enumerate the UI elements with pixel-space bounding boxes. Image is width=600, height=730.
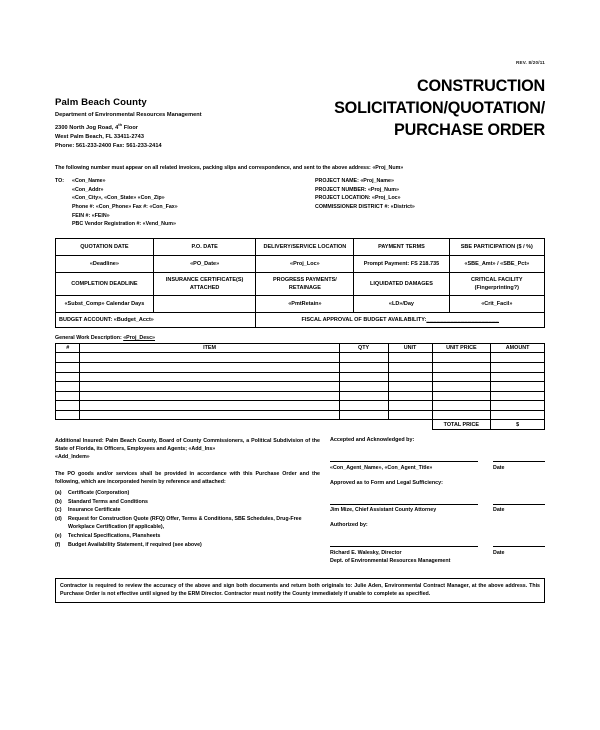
value-completion-deadline[interactable]: «Subst_Comp» Calendar Days <box>56 295 154 312</box>
recipient-block <box>55 177 305 229</box>
recipient-fein: FEIN #: «FEIN» <box>72 212 110 219</box>
total-price-label: TOTAL PRICE <box>432 420 491 430</box>
to-label: TO: <box>55 178 65 185</box>
recipient-line-1 <box>55 177 305 186</box>
cell-unit[interactable] <box>388 401 432 411</box>
cell-qty[interactable] <box>339 382 388 392</box>
value-delivery-location[interactable]: «Proj_Loc» <box>256 255 354 272</box>
cell-item[interactable] <box>80 391 339 401</box>
cell-qty[interactable] <box>339 410 388 420</box>
general-work-description <box>55 335 545 341</box>
agency-contact-line: Phone: 561-233-2400 Fax: 561-233-2414 <box>55 142 162 149</box>
items-header-unit-price: UNIT PRICE <box>432 343 491 353</box>
budget-account-cell[interactable] <box>56 312 256 327</box>
cell-item[interactable] <box>80 401 339 411</box>
line-items-table <box>55 343 545 430</box>
total-price-value[interactable]: $ <box>491 420 545 430</box>
recipient-and-project-block <box>55 177 545 229</box>
value-liquidated-damages[interactable]: «LD»/Day <box>354 295 449 312</box>
accepted-signature-row <box>330 461 545 472</box>
cell-unit[interactable] <box>388 362 432 372</box>
authorized-signature-line[interactable] <box>330 546 478 565</box>
terms-value-row-1 <box>56 255 545 272</box>
cell-number[interactable] <box>56 353 80 363</box>
attachments-list <box>55 489 320 549</box>
items-header-item: ITEM <box>80 343 339 353</box>
cell-unit[interactable] <box>388 353 432 363</box>
table-row[interactable] <box>56 401 545 411</box>
header-payment-terms: PAYMENT TERMS <box>354 238 449 255</box>
cell-amount[interactable] <box>491 353 545 363</box>
accepted-caption: «Con_Agent_Name», «Con_Agent_Title» <box>330 464 433 471</box>
cell-item[interactable] <box>80 362 339 372</box>
cell-unit-price[interactable] <box>432 353 491 363</box>
commissioner-district-value: «District» <box>390 203 415 210</box>
project-number-value: «Proj_Num» <box>367 186 399 193</box>
table-row[interactable] <box>56 362 545 372</box>
terms-header-row-1 <box>56 238 545 255</box>
cell-item[interactable] <box>80 353 339 363</box>
authorized-date-label: Date <box>493 549 505 556</box>
cell-unit[interactable] <box>388 391 432 401</box>
approved-date-label: Date <box>493 507 505 514</box>
cell-unit[interactable] <box>388 410 432 420</box>
cell-unit-price[interactable] <box>432 372 491 382</box>
cell-qty[interactable] <box>339 353 388 363</box>
header-critical-facility: CRITICAL FACILITY (Fingerprinting?) <box>449 272 544 295</box>
cell-item[interactable] <box>80 410 339 420</box>
signature-column <box>330 437 545 565</box>
additional-indemnity-merge: «Add_Indem» <box>55 454 90 461</box>
attachment-marker-a: (a) <box>55 490 62 497</box>
document-header <box>55 75 545 151</box>
cell-number[interactable] <box>56 372 80 382</box>
cell-number[interactable] <box>56 382 80 392</box>
attachment-marker-d: (d) <box>55 515 62 522</box>
project-location-label: PROJECT LOCATION: <box>315 195 371 202</box>
items-total-row <box>56 420 545 430</box>
project-name-row <box>315 177 545 186</box>
list-item <box>55 498 320 507</box>
approved-heading: Approved as to Form and Legal Sufficiency: <box>330 479 443 486</box>
value-insurance-certificate[interactable] <box>153 295 256 312</box>
value-critical-facility[interactable]: «Crit_Facil» <box>449 295 544 312</box>
recipient-vendor-registration: PBC Vendor Registration #: «Vend_Num» <box>72 221 176 228</box>
project-number-label: PROJECT NUMBER: <box>315 186 367 193</box>
attachment-text-f: Budget Availability Statement, if required (see above) <box>68 541 202 548</box>
title-line-1: CONSTRUCTION <box>417 77 545 95</box>
accepted-heading: Accepted and Acknowledged by: <box>330 437 415 444</box>
attachment-text-e: Technical Specifications, Plansheets <box>68 533 161 540</box>
attachment-marker-b: (b) <box>55 498 62 505</box>
attachment-marker-f: (f) <box>55 541 61 548</box>
accepted-date-label: Date <box>493 464 505 471</box>
items-header-row <box>56 343 545 353</box>
recipient-city-state-zip: «Con_City», «Con_State» «Con_Zip» <box>72 195 165 202</box>
cell-unit-price[interactable] <box>432 391 491 401</box>
budget-account-value: «Budget_Acct» <box>113 316 154 323</box>
terms-column <box>55 437 320 565</box>
cell-item[interactable] <box>80 372 339 382</box>
recipient-address: «Con_Addr» <box>72 186 104 193</box>
document-title <box>297 75 545 141</box>
list-item <box>55 489 320 498</box>
work-description-label: General Work Description: <box>55 334 122 341</box>
lower-section <box>55 437 545 565</box>
cell-number[interactable] <box>56 410 80 420</box>
total-spacer <box>56 420 433 430</box>
commissioner-district-row <box>315 203 545 212</box>
project-info-block <box>315 177 545 229</box>
recipient-name: «Con_Name» <box>72 178 106 185</box>
header-completion-deadline: COMPLETION DEADLINE <box>56 272 154 295</box>
fiscal-approval-label: FISCAL APPROVAL OF BUDGET AVAILABILITY: <box>301 316 427 323</box>
accepted-signature-line[interactable] <box>330 461 478 472</box>
list-item <box>55 506 320 515</box>
value-quotation-date[interactable]: «Deadline» <box>56 255 154 272</box>
cell-amount[interactable] <box>491 391 545 401</box>
invoice-number-notice-text: The following number must appear on all related invoices, packing slips and correspondence, and sent to the above address: <box>55 165 371 172</box>
agency-block <box>55 75 270 151</box>
list-item <box>55 532 320 541</box>
cell-amount[interactable] <box>491 372 545 382</box>
authorized-date-line[interactable] <box>493 546 545 565</box>
terms-value-row-2 <box>56 295 545 312</box>
cell-unit-price[interactable] <box>432 362 491 372</box>
project-number-row <box>315 186 545 195</box>
list-item <box>55 541 320 550</box>
header-quotation-date: QUOTATION DATE <box>56 238 154 255</box>
attachment-text-c: Insurance Certificate <box>68 507 121 514</box>
fiscal-approval-cell[interactable] <box>256 312 545 327</box>
fiscal-approval-blank: _____________________ <box>426 316 499 323</box>
cell-amount[interactable] <box>491 382 545 392</box>
agency-address-line-3: West Palm Beach, FL 33411-2743 <box>55 133 144 140</box>
approved-signature-row <box>330 504 545 515</box>
budget-account-label: BUDGET ACCOUNT: <box>59 316 113 323</box>
authorized-caption: Richard E. Walesky, Director <box>330 549 402 556</box>
title-line-2: SOLICITATION/QUOTATION/ <box>334 99 545 117</box>
header-progress-payments: PROGRESS PAYMENTS/ RETAINAGE <box>256 272 354 295</box>
authorized-signature-row <box>330 546 545 565</box>
table-row[interactable] <box>56 382 545 392</box>
cell-unit-price[interactable] <box>432 401 491 411</box>
contractor-notice-text: Contractor is required to review the accuracy of the above and sign both documents and return both originals to: Julie Aden, Environmental Contract Manager, at the above address. This Purchase Order is not effective until signed by the ERM Director. Contractor must notify the County immediately if unable to complete as specified. <box>60 582 540 597</box>
recipient-phone-fax: Phone #: «Con_Phone» Fax #: «Con_Fax» <box>72 203 178 210</box>
cell-number[interactable] <box>56 362 80 372</box>
value-progress-payments[interactable]: «PmtRetain» <box>256 295 354 312</box>
terms-header-row-2 <box>56 272 545 295</box>
cell-amount[interactable] <box>491 410 545 420</box>
attachment-text-b: Standard Terms and Conditions <box>68 498 148 505</box>
agency-address-line-2: 2300 North Jog Road, 4th Floor <box>55 121 139 131</box>
cell-unit[interactable] <box>388 382 432 392</box>
approved-signature-line[interactable] <box>330 504 478 515</box>
project-location-row <box>315 194 545 203</box>
items-header-unit: UNIT <box>388 343 432 353</box>
value-po-date[interactable]: «PO_Date» <box>153 255 256 272</box>
header-insurance-certificate: INSURANCE CERTIFICATE(S) ATTACHED <box>153 272 256 295</box>
table-row[interactable] <box>56 353 545 363</box>
po-goods-paragraph: The PO goods and/or services shall be provided in accordance with this Purchase Order and the following, which are incorporated herein by reference and attached: <box>55 470 320 485</box>
invoice-number-notice <box>55 164 545 172</box>
cell-qty[interactable] <box>339 372 388 382</box>
project-location-value: «Proj_Loc» <box>372 195 401 202</box>
document-body <box>55 60 545 603</box>
additional-insured-paragraph: Additional Insured: Palm Beach County, Board of County Commissioners, a Political Subdivision of the State of Florida, its Officers, Employees and Agents; «Add_Ins» <box>55 438 320 453</box>
title-line-3: PURCHASE ORDER <box>394 121 545 139</box>
cell-amount[interactable] <box>491 362 545 372</box>
attachment-marker-e: (e) <box>55 533 62 540</box>
table-row[interactable] <box>56 410 545 420</box>
authorized-heading: Authorized by: <box>330 522 368 529</box>
approved-date-line[interactable] <box>493 504 545 515</box>
cell-qty[interactable] <box>339 362 388 372</box>
revision-label: REV. 8/20/11 <box>515 60 545 65</box>
contractor-notice-box <box>55 578 545 604</box>
project-name-value: «Proj_Name» <box>360 178 394 185</box>
attachment-text-d: Request for Construction Quote (RFQ) Offer, Terms & Conditions, SBE Schedules, Drug-Free Workplace Certification (if applicable), <box>68 515 302 531</box>
project-name-label: PROJECT NAME: <box>315 178 359 185</box>
cell-unit-price[interactable] <box>432 382 491 392</box>
agency-address-line-1: Department of Environmental Resources Management <box>55 111 202 118</box>
value-sbe-participation[interactable]: «SBE_Amt» / «SBE_Pct» <box>449 255 544 272</box>
commissioner-district-label: COMMISSIONER DISTRICT #: <box>315 203 390 210</box>
table-row[interactable] <box>56 372 545 382</box>
terms-grid-table <box>55 238 545 328</box>
attachment-text-a: Certificate (Corporation) <box>68 490 130 497</box>
cell-unit[interactable] <box>388 372 432 382</box>
cell-unit-price[interactable] <box>432 410 491 420</box>
header-po-date: P.O. DATE <box>153 238 256 255</box>
cell-number[interactable] <box>56 401 80 411</box>
accepted-date-line[interactable] <box>493 461 545 472</box>
table-row[interactable] <box>56 391 545 401</box>
items-header-qty: QTY <box>339 343 388 353</box>
attachment-marker-c: (c) <box>55 507 62 514</box>
list-item <box>55 515 320 532</box>
work-description-value[interactable]: «Proj_Desc» <box>123 334 156 341</box>
value-payment-terms[interactable]: Prompt Payment: FS 218.735 <box>354 255 449 272</box>
header-delivery-location: DELIVERY/SERVICE LOCATION <box>256 238 354 255</box>
cell-qty[interactable] <box>339 391 388 401</box>
cell-qty[interactable] <box>339 401 388 411</box>
invoice-project-number: «Proj_Num» <box>372 165 404 172</box>
budget-row <box>56 312 545 327</box>
header-liquidated-damages: LIQUIDATED DAMAGES <box>354 272 449 295</box>
agency-name: Palm Beach County <box>55 97 147 108</box>
authorized-subcaption: Dept. of Environmental Resources Management <box>330 557 451 564</box>
header-sbe-participation: SBE PARTICIPATION ($ / %) <box>449 238 544 255</box>
approved-caption: Jim Mize, Chief Assistant County Attorney <box>330 507 437 514</box>
items-header-amount: AMOUNT <box>491 343 545 353</box>
cell-item[interactable] <box>80 382 339 392</box>
cell-amount[interactable] <box>491 401 545 411</box>
cell-number[interactable] <box>56 391 80 401</box>
items-header-number: # <box>56 343 80 353</box>
